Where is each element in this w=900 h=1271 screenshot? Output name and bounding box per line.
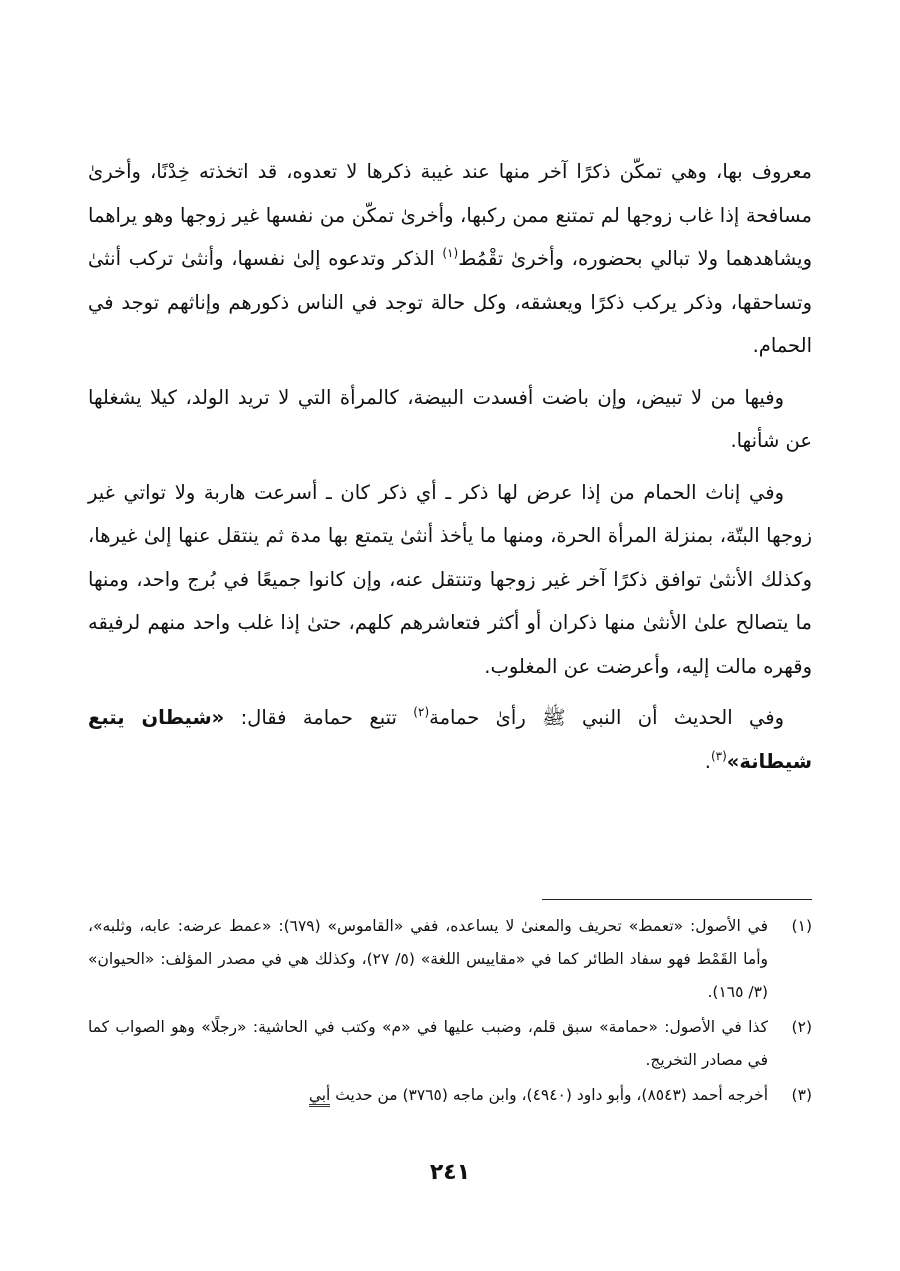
paragraph-3 [88, 471, 812, 689]
footnote-continuation-mark: أبي [309, 1086, 331, 1107]
page-number: ٢٤١ [429, 1160, 471, 1185]
footnote-3 [88, 1079, 812, 1112]
footnote-text: كذا في الأصول: «حمامة» سبق قلم، وضبب عليها في «م» وكتب في الحاشية: «رجلًا» وهو الصواب كما في مصادر التخريج. [88, 1018, 768, 1069]
footnote-text-wrapper [88, 1079, 768, 1112]
paragraph-1 [88, 150, 812, 368]
paragraph-4-text: وفي الحديث أن النبي ﷺ رأىٰ حمامة [429, 706, 785, 729]
footnote-text: أخرجه أحمد (٨٥٤٣)، وأبو داود (٤٩٤٠)، وابن ماجه (٣٧٦٥) من حديث [330, 1086, 768, 1104]
footnote-number: (٢) [791, 1018, 812, 1036]
paragraph-1-text-cont: الذكر وتدعوه إلىٰ نفسها، وأنثىٰ تركب أنثىٰ وتساحقها، وذكر يركب ذكرًا ويعشقه، وكل حالة توجد في الناس ذكورهم وإناثهم توجد في الحمام. [88, 247, 812, 357]
hadith-quote: «شيطان يتبع شيطانة» [88, 706, 812, 773]
footnote-2 [88, 1011, 812, 1077]
footnote-number: (٣) [791, 1086, 812, 1104]
footnote-text: في الأصول: «تعمط» تحريف والمعنىٰ لا يساعده، ففي «القاموس» (٦٧٩): «عمط عرضه: عابه، وثلبه»، وأما القَمْط فهو سفاد الطائر كما في «مقاييس اللغة» (٥/ ٢٧)، وكذلك هي في مصدر المؤلف: «الحيوان» (٣/ ١٦٥). [88, 917, 768, 1001]
paragraph-4 [88, 696, 812, 783]
main-text [88, 150, 812, 791]
footnote-ref-3[interactable]: (٣) [710, 748, 727, 763]
footnote-ref-2[interactable]: (٢) [413, 705, 430, 719]
footnote-separator [542, 899, 812, 900]
paragraph-4-text-mid: تتبع حمامة فقال: [224, 706, 414, 729]
paragraph-1-text: معروف بها، وهي تمكّن ذكرًا آخر منها عند غيبة ذكرها لا تعدوه، قد اتخذته خِدْنًا، وأخرىٰ مسافحة إذا غاب زوجها لم تمتنع ممن ركبها، وأخرىٰ تمكّن من نفسها غير زوجها وهو يراهما ويشاهدهما ولا تبالي بحضوره، وأخرىٰ تقْمُط [88, 160, 812, 270]
footnote-1 [88, 910, 812, 1009]
paragraph-2-text: وفيها من لا تبيض، وإن باضت أفسدت البيضة، كالمرأة التي لا تريد الولد، كيلا يشغلها عن شأنها. [88, 385, 812, 452]
paragraph-2 [88, 376, 812, 463]
paragraph-4-text-end: . [704, 749, 711, 773]
paragraph-3-text: وفي إناث الحمام من إذا عرض لها ذكر ـ أي ذكر كان ـ أسرعت هاربة ولا تواتي غير زوجها البتّة، بمنزلة المرأة الحرة، ومنها ما يأخذ أنثىٰ يتمتع بها مدة ثم ينتقل عنها إلىٰ غيرها، وكذلك الأنثىٰ توافق ذكرًا آخر غير زوجها وتنتقل عنه، وإن كانوا جميعًا في بُرج واحد، ومنها ما يتصالح علىٰ الأنثىٰ منها ذكران أو أكثر فتعاشرهم كلهم، حتىٰ إذا غلب واحد منهم لرفيقه وقهره مالت إليه، وأعرضت عن المغلوب. [88, 480, 812, 678]
footnote-ref-1[interactable]: (١) [442, 246, 459, 260]
footnote-number: (١) [791, 917, 812, 935]
footnotes [88, 910, 812, 1114]
